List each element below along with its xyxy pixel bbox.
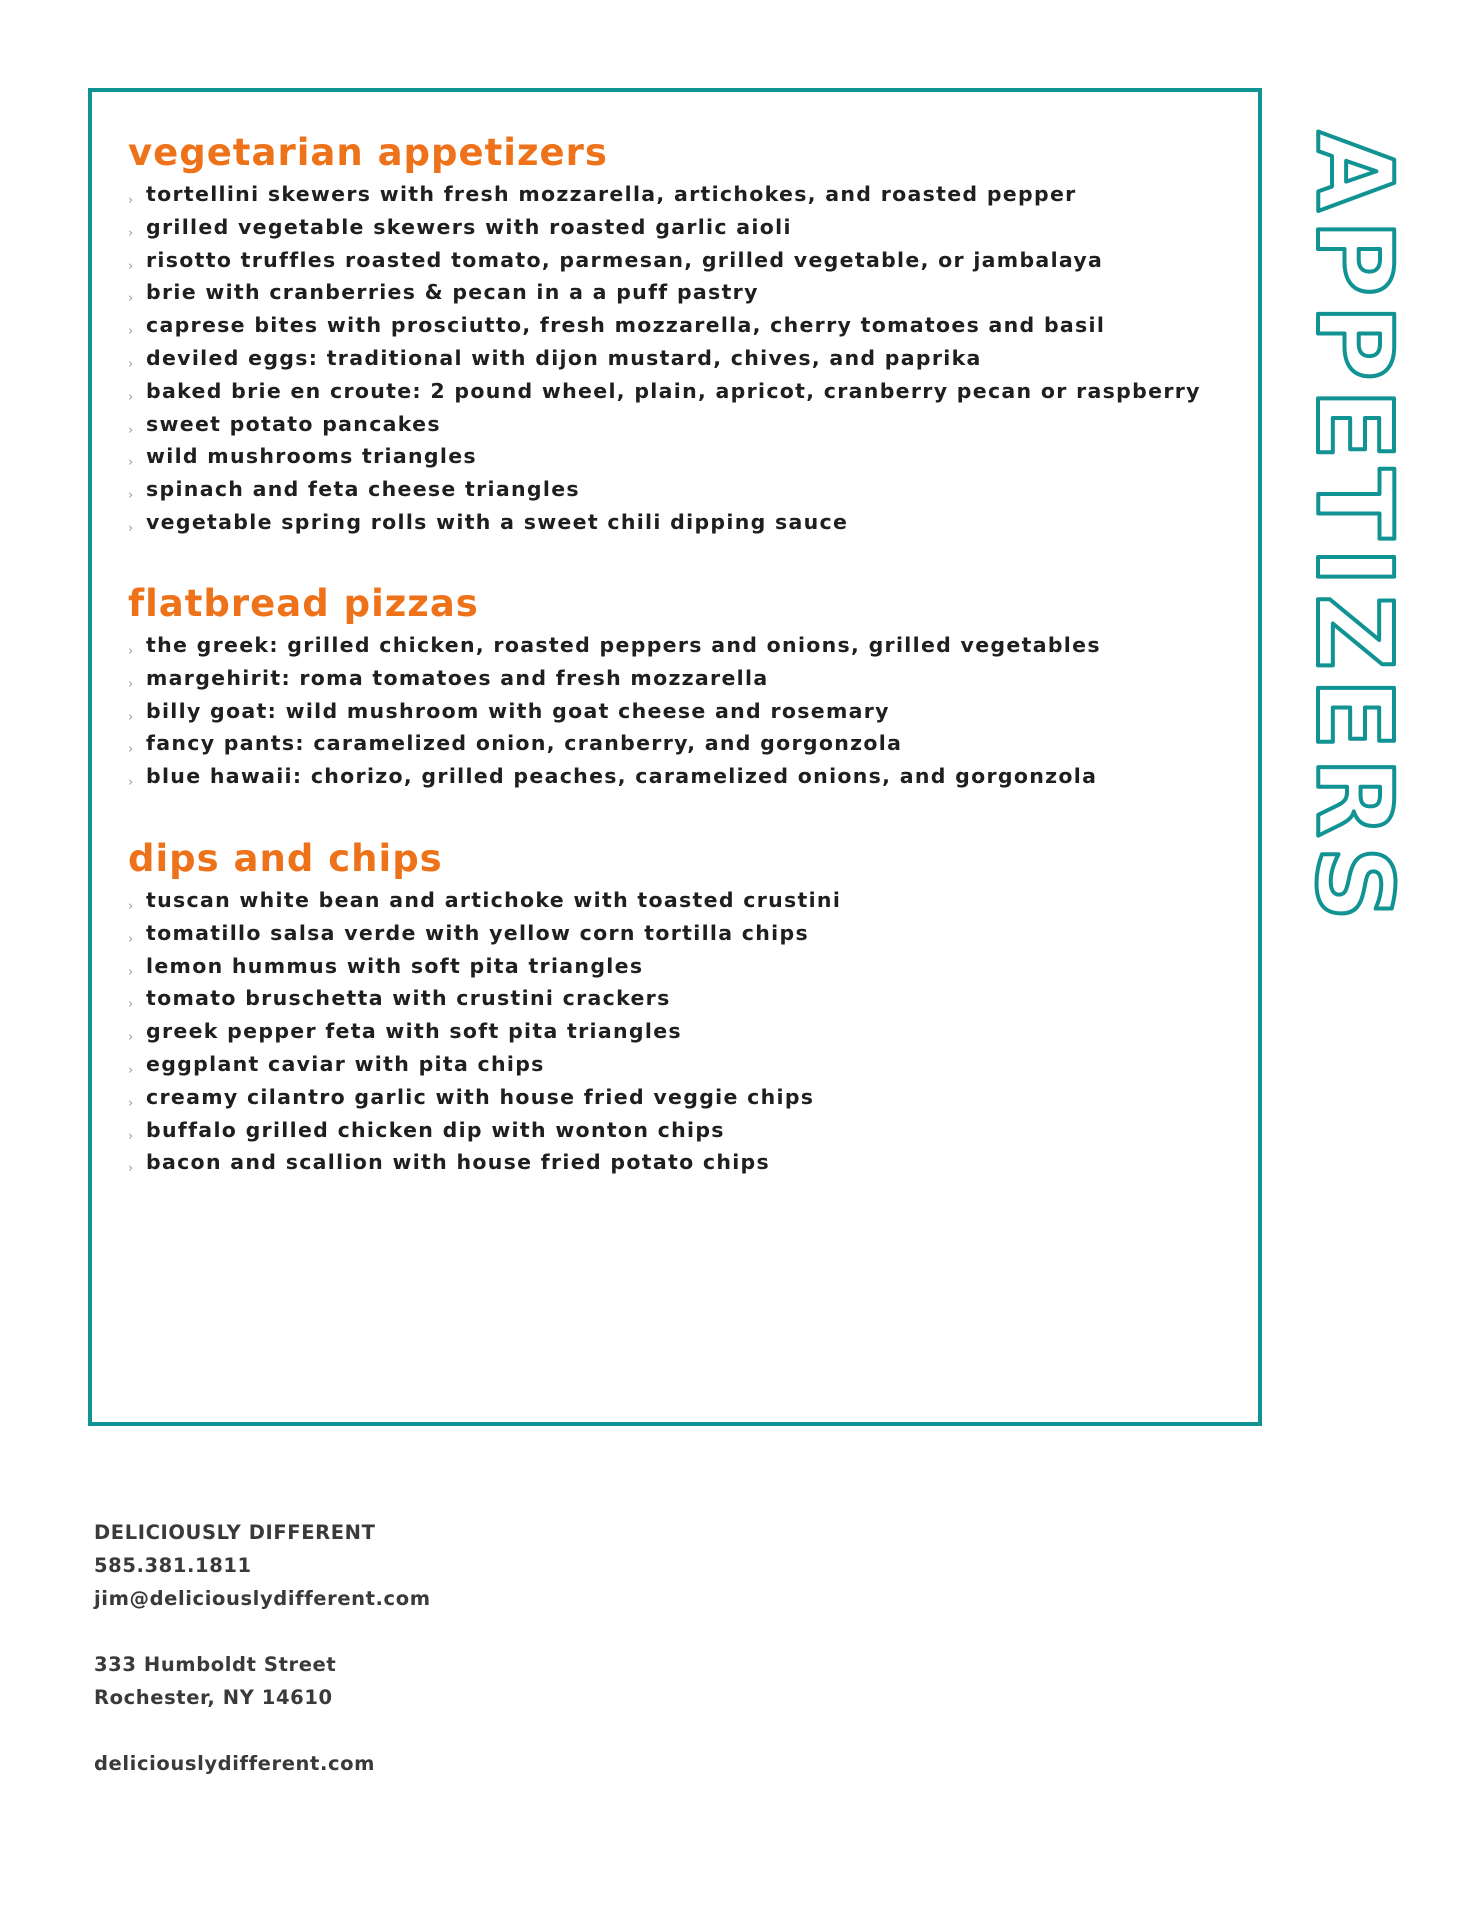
side-title [1293,126,1415,926]
side-title-graphic [1293,126,1415,926]
item-list [128,178,1248,539]
side-title-text: APPETIZERS [1293,131,1415,921]
list-item [128,1015,1248,1048]
item-text: vegetable spring rolls with a sweet chili dipping sauce [146,509,849,534]
list-item [128,408,1248,441]
chevron-right-icon: › [128,1030,135,1046]
city-state-zip: Rochester, NY 14610 [94,1686,333,1709]
chevron-right-icon: › [128,709,135,725]
chevron-right-icon: › [128,775,135,791]
menu-frame [88,88,1262,1426]
chevron-right-icon: › [128,1128,135,1144]
chevron-right-icon: › [128,1161,135,1177]
list-item [128,629,1248,662]
chevron-right-icon: › [128,291,135,307]
chevron-right-icon: › [128,455,135,471]
list-item [128,982,1248,1015]
section-title: vegetarian appetizers [128,131,608,174]
item-text: baked brie en croute: 2 pound wheel, plain, apricot, cranberry pecan or raspberry [146,378,1201,403]
chevron-right-icon: › [128,488,135,504]
list-item [128,1048,1248,1081]
item-list [128,629,1248,793]
item-text: buffalo grilled chicken dip with wonton chips [146,1117,725,1142]
list-item [128,1146,1248,1179]
item-text: tomatillo salsa verde with yellow corn tortilla chips [146,920,809,945]
chevron-right-icon: › [128,193,135,208]
chevron-right-icon: › [128,964,135,980]
email-link[interactable]: jim@deliciouslydifferent.com [94,1587,431,1610]
chevron-right-icon: › [128,422,135,438]
company-name: DELICIOUSLY DIFFERENT [94,1521,376,1544]
item-list [128,884,1248,1179]
item-text: tomato bruschetta with crustini crackers [146,986,671,1011]
list-item [128,727,1248,760]
list-item [128,244,1248,277]
chevron-right-icon: › [128,324,135,340]
section-title: dips and chips [128,837,443,880]
item-text: grilled vegetable skewers with roasted garlic aioli [146,214,792,239]
list-item [128,211,1248,244]
list-item [128,884,1248,917]
item-text: deviled eggs: traditional with dijon mustard, chives, and paprika [146,345,982,370]
chevron-right-icon: › [128,520,135,536]
item-text: eggplant caviar with pita chips [146,1051,545,1076]
spacer [94,1714,431,1747]
item-text: tortellini skewers with fresh mozzarella, artichokes, and roasted pepper [146,182,1077,206]
list-item [128,1114,1248,1147]
item-text: fancy pants: caramelized onion, cranberry, and gorgonzola [146,731,903,756]
item-text: creamy cilantro garlic with house fried veggie chips [146,1084,815,1109]
item-text: sweet potato pancakes [146,411,441,436]
chevron-right-icon: › [128,389,135,405]
list-item [128,662,1248,695]
item-text: blue hawaii: chorizo, grilled peaches, caramelized onions, and gorgonzola [146,764,1098,789]
item-text: risotto truffles roasted tomato, parmesan, grilled vegetable, or jambalaya [146,247,1104,272]
spacer [94,1615,431,1648]
chevron-right-icon: › [128,356,135,372]
item-text: spinach and feta cheese triangles [146,477,580,502]
chevron-right-icon: › [128,676,135,692]
item-text: the greek: grilled chicken, roasted peppers and onions, grilled vegetables [146,633,1101,657]
chevron-right-icon: › [128,931,135,947]
section-title: flatbread pizzas [128,582,479,625]
list-item [128,950,1248,983]
chevron-right-icon: › [128,225,135,241]
item-text: greek pepper feta with soft pita triangles [146,1019,682,1044]
section-flatbread-pizzas [128,579,1248,793]
list-item [128,276,1248,309]
phone-number[interactable]: 585.381.1811 [94,1554,252,1577]
list-item [128,695,1248,728]
list-item [128,1081,1248,1114]
list-item [128,760,1248,793]
section-vegetarian-appetizers [128,128,1248,539]
item-text: wild mushrooms triangles [146,444,477,469]
item-text: bacon and scallion with house fried potato chips [146,1150,771,1175]
contact-block [94,1516,431,1780]
item-text: caprese bites with prosciutto, fresh mozzarella, cherry tomatoes and basil [146,313,1106,338]
item-text: lemon hummus with soft pita triangles [146,953,644,978]
list-item [128,375,1248,408]
chevron-right-icon: › [128,644,135,659]
list-item [128,917,1248,950]
chevron-right-icon: › [128,742,135,758]
item-text: tuscan white bean and artichoke with toasted crustini [146,888,842,912]
chevron-right-icon: › [128,1095,135,1111]
website-link[interactable]: deliciouslydifferent.com [94,1752,376,1775]
item-text: margehirit: roma tomatoes and fresh mozzarella [146,665,769,690]
list-item [128,342,1248,375]
section-dips-and-chips [128,834,1248,1179]
chevron-right-icon: › [128,899,135,914]
list-item [128,473,1248,506]
list-item [128,309,1248,342]
item-text: brie with cranberries & pecan in a a puff pastry [146,280,759,305]
chevron-right-icon: › [128,1062,135,1078]
chevron-right-icon: › [128,997,135,1013]
item-text: billy goat: wild mushroom with goat cheese and rosemary [146,698,890,723]
street-address: 333 Humboldt Street [94,1653,337,1676]
chevron-right-icon: › [128,258,135,274]
list-item [128,178,1248,211]
list-item [128,506,1248,539]
list-item [128,440,1248,473]
